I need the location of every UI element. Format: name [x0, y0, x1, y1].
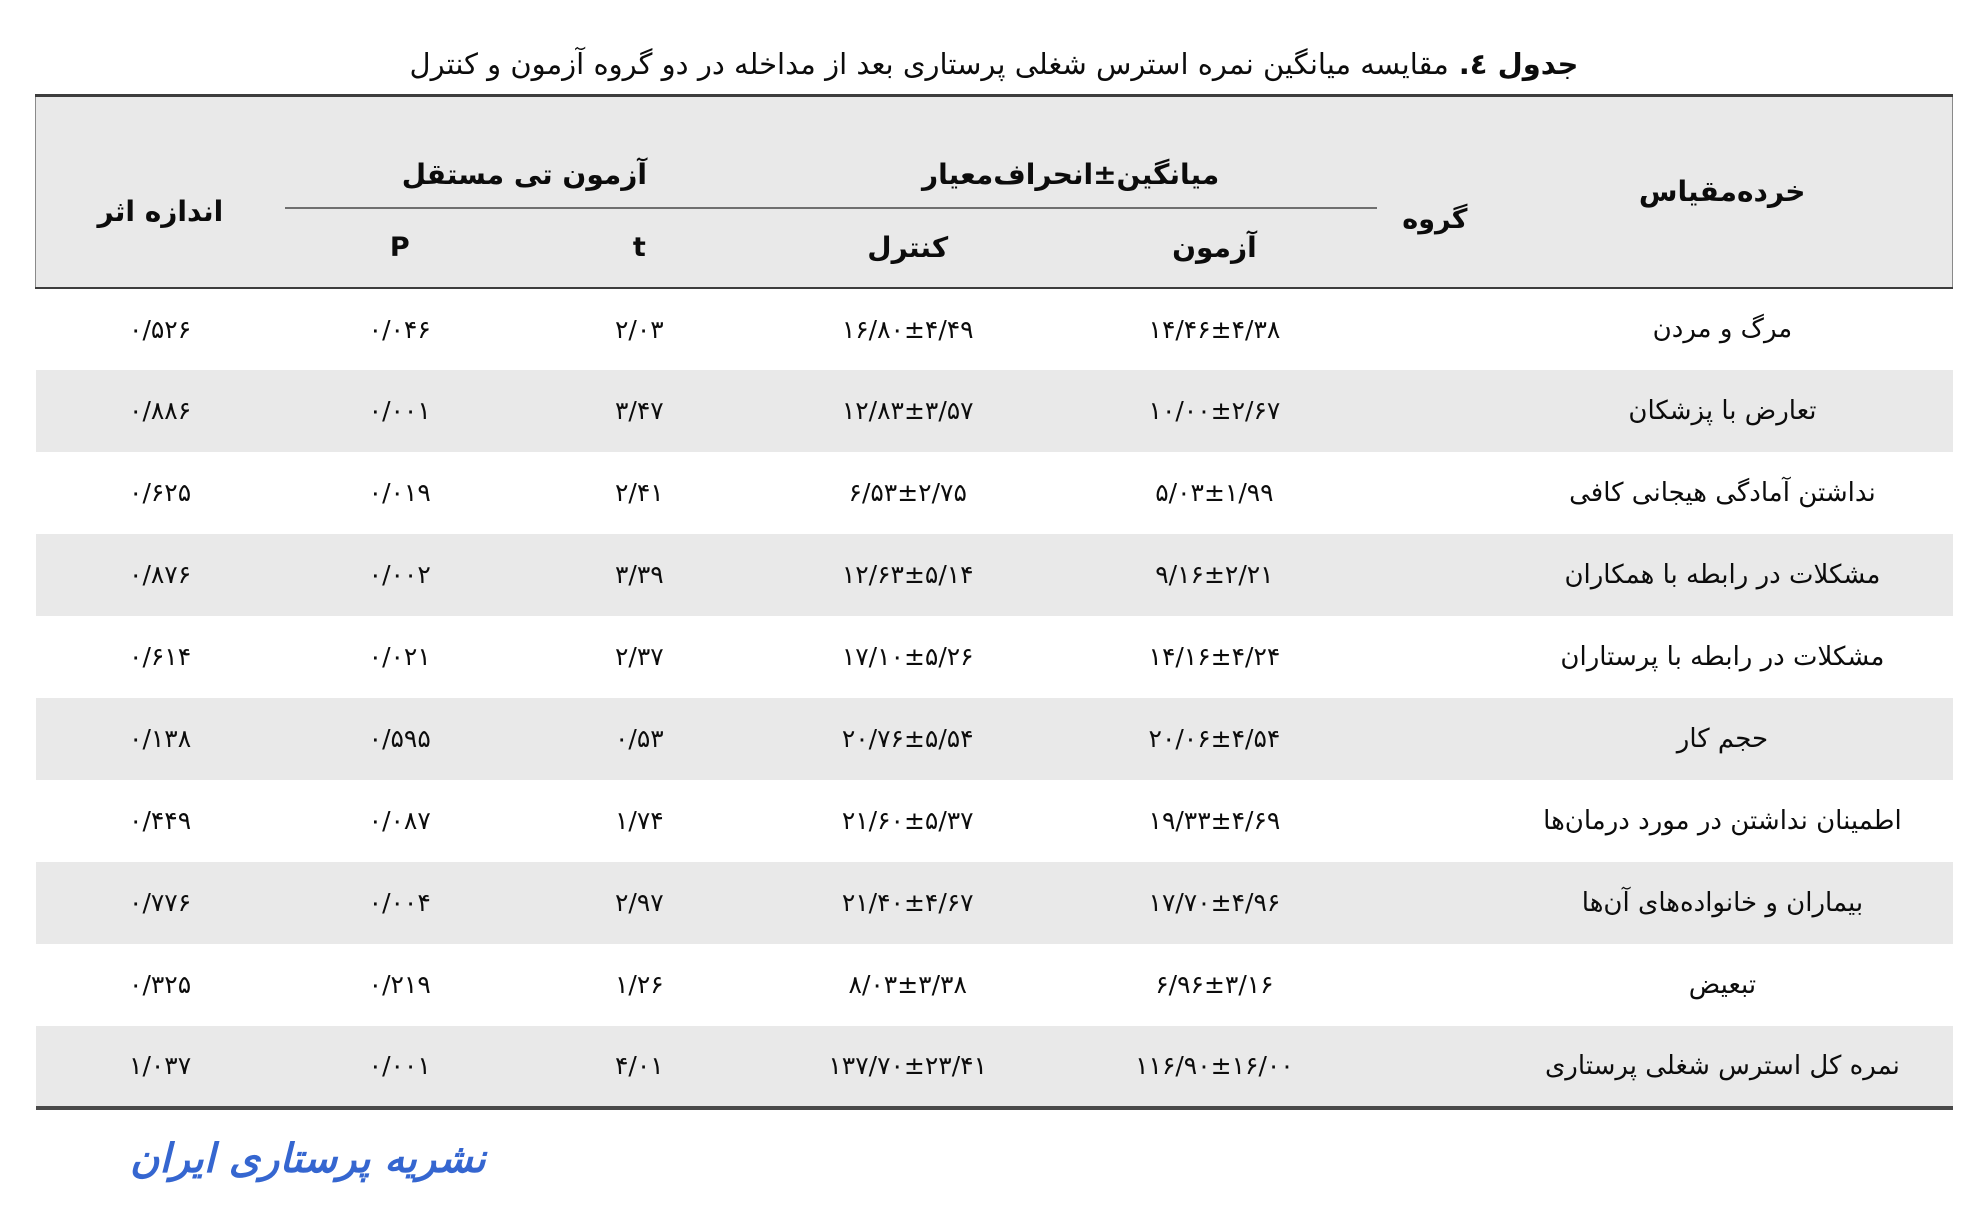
- table-row: [36, 780, 1953, 862]
- t-value: ۳/۴۷: [515, 370, 764, 452]
- control-mean-sd: ۱۳۷/۷۰±۲۳/۴۱: [764, 1026, 1052, 1108]
- header-independent-t-test: آزمون تی مستقل: [285, 96, 764, 208]
- test-mean-sd: ۶/۹۶±۳/۱۶: [1155, 970, 1274, 999]
- subscale-label: مرگ و مردن: [1652, 314, 1793, 344]
- group-cell: [1377, 452, 1492, 534]
- group-cell: [1377, 534, 1492, 616]
- subscale-label: بیماران و خانواده‌های آن‌ها: [1492, 862, 1952, 944]
- test-mean-sd: ۱۴/۱۶±۴/۲۴: [1148, 642, 1281, 671]
- p-value: ۰/۰۱۹: [368, 478, 431, 507]
- effect-size-value: ۰/۴۴۹: [129, 806, 192, 835]
- effect-size-value: ۰/۶۱۴: [129, 642, 192, 671]
- table-row: [36, 944, 1953, 1026]
- subscale-label: تبعیض: [1688, 969, 1757, 1000]
- p-value: ۰/۰۴۶: [368, 314, 431, 344]
- test-mean-sd: ۹/۱۶±۲/۲۱: [1051, 534, 1377, 616]
- effect-size-value: ۰/۱۳۸: [36, 698, 285, 780]
- effect-size-value: ۰/۷۷۶: [36, 862, 285, 944]
- p-value: ۰/۰۰۱: [285, 370, 515, 452]
- t-value: ۱/۲۶: [614, 970, 664, 999]
- control-mean-sd: ۱۲/۸۳±۳/۵۷: [764, 370, 1052, 452]
- t-value: ۴/۰۱: [515, 1026, 764, 1108]
- test-mean-sd: ۱۱۶/۹۰±۱۶/۰۰: [1051, 1026, 1377, 1108]
- table-caption: [35, 40, 1953, 88]
- table-row: [36, 1026, 1953, 1108]
- table-row: [36, 616, 1953, 698]
- control-mean-sd: ۱۶/۸۰±۴/۴۹: [841, 314, 974, 344]
- group-cell: [1377, 944, 1492, 1026]
- header-p: P: [285, 208, 515, 288]
- t-value: ۳/۳۹: [515, 534, 764, 616]
- subscale-label: مشکلات در رابطه با همکاران: [1492, 534, 1952, 616]
- header-control-group: کنترل: [764, 208, 1052, 288]
- header-subscale: خرده‌مقیاس: [1492, 96, 1952, 288]
- p-value: ۰/۰۰۲: [285, 534, 515, 616]
- table-row: [36, 452, 1953, 534]
- p-value: ۰/۰۲۱: [368, 642, 431, 671]
- p-value: ۰/۲۱۹: [368, 970, 431, 999]
- header-group: گروه: [1377, 96, 1492, 288]
- t-value: ۲/۰۳: [614, 314, 664, 344]
- effect-size-value: ۰/۳۲۵: [129, 970, 192, 999]
- table-number-label: جدول ٤.: [1458, 47, 1579, 81]
- control-mean-sd: ۸/۰۳±۳/۳۸: [848, 970, 967, 999]
- header-mean-sd: میانگین±انحراف‌معیار: [764, 96, 1377, 208]
- p-value: ۰/۵۹۵: [285, 698, 515, 780]
- control-mean-sd: ۲۱/۴۰±۴/۶۷: [764, 862, 1052, 944]
- subscale-label: تعارض با پزشکان: [1492, 370, 1952, 452]
- header-test-group: آزمون: [1051, 208, 1377, 288]
- effect-size-value: ۰/۸۷۶: [36, 534, 285, 616]
- group-cell: [1377, 1026, 1492, 1108]
- test-mean-sd: ۱۹/۳۳±۴/۶۹: [1148, 806, 1281, 835]
- header-t: t: [515, 208, 764, 288]
- subscale-label: نمره کل استرس شغلی پرستاری: [1492, 1026, 1952, 1108]
- group-cell: [1377, 616, 1492, 698]
- control-mean-sd: ۶/۵۳±۲/۷۵: [848, 478, 967, 507]
- p-value: ۰/۰۸۷: [368, 806, 431, 835]
- t-value: ۲/۴۱: [614, 478, 664, 507]
- subscale-label: نداشتن آمادگی هیجانی کافی: [1569, 477, 1876, 508]
- control-mean-sd: ۲۱/۶۰±۵/۳۷: [841, 806, 974, 835]
- table-row: [36, 370, 1953, 452]
- control-mean-sd: ۱۷/۱۰±۵/۲۶: [841, 642, 974, 671]
- table-body: [36, 288, 1953, 1108]
- group-cell: [1377, 780, 1492, 862]
- table-row: [36, 534, 1953, 616]
- effect-size-value: ۰/۸۸۶: [36, 370, 285, 452]
- table-row: [36, 288, 1953, 370]
- effect-size-value: ۰/۵۲۶: [129, 314, 192, 344]
- test-mean-sd: ۱۴/۴۶±۴/۳۸: [1148, 314, 1281, 344]
- p-value: ۰/۰۰۱: [285, 1026, 515, 1108]
- table-row: [36, 862, 1953, 944]
- header-effect-size: اندازه اثر: [36, 96, 285, 288]
- subscale-label: حجم کار: [1492, 698, 1952, 780]
- group-cell: [1377, 288, 1492, 370]
- t-value: ۲/۹۷: [515, 862, 764, 944]
- p-value: ۰/۰۰۴: [285, 862, 515, 944]
- test-mean-sd: ۵/۰۳±۱/۹۹: [1155, 478, 1274, 507]
- subscale-label: اطمینان نداشتن در مورد درمان‌ها: [1543, 805, 1902, 836]
- control-mean-sd: ۱۲/۶۳±۵/۱۴: [764, 534, 1052, 616]
- test-mean-sd: ۱۰/۰۰±۲/۶۷: [1051, 370, 1377, 452]
- t-value: ۱/۷۴: [614, 806, 664, 835]
- group-cell: [1377, 370, 1492, 452]
- group-cell: [1377, 698, 1492, 780]
- effect-size-value: ۱/۰۳۷: [36, 1026, 285, 1108]
- t-value: ۰/۵۳: [515, 698, 764, 780]
- test-mean-sd: ۲۰/۰۶±۴/۵۴: [1051, 698, 1377, 780]
- table-title-text: مقایسه میانگین نمره استرس شغلی پرستاری بعد از مداخله در دو گروه آزمون و کنترل: [409, 47, 1449, 81]
- group-cell: [1377, 862, 1492, 944]
- table-header: [36, 96, 1953, 288]
- control-mean-sd: ۲۰/۷۶±۵/۵۴: [764, 698, 1052, 780]
- subscale-label: مشکلات در رابطه با پرستاران: [1560, 641, 1885, 672]
- journal-logo: نشریه پرستاری ایران: [130, 1135, 486, 1182]
- effect-size-value: ۰/۶۲۵: [129, 478, 192, 507]
- results-table: [35, 94, 1953, 1110]
- t-value: ۲/۳۷: [614, 642, 664, 671]
- test-mean-sd: ۱۷/۷۰±۴/۹۶: [1051, 862, 1377, 944]
- table-row: [36, 698, 1953, 780]
